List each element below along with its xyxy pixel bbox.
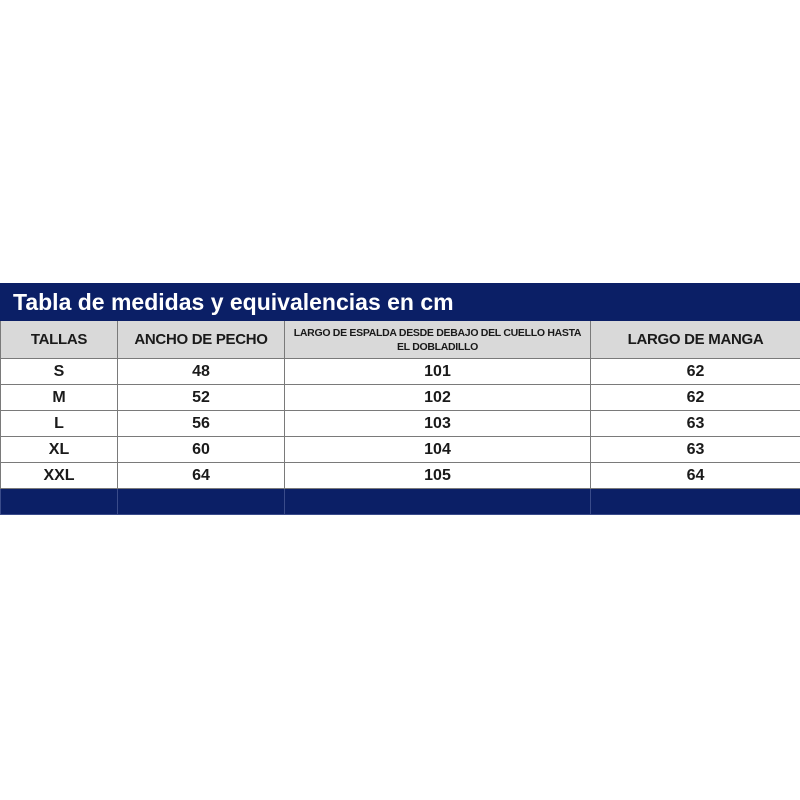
cell-largo-de-espalda: 103	[285, 411, 591, 437]
cell-largo-de-manga: 63	[591, 411, 800, 437]
cell-talla: XL	[1, 437, 118, 463]
header-row	[1, 321, 800, 359]
cell-largo-de-manga: 62	[591, 385, 800, 411]
cell-largo-de-manga: 62	[591, 359, 800, 385]
cell-talla: XXL	[1, 463, 118, 489]
cell-largo-de-espalda: 105	[285, 463, 591, 489]
cell-largo-de-espalda: 104	[285, 437, 591, 463]
cell-ancho-de-pecho: 64	[118, 463, 285, 489]
header-ancho-de-pecho: ANCHO DE PECHO	[118, 321, 285, 359]
cell-ancho-de-pecho: 56	[118, 411, 285, 437]
footer-cell	[591, 489, 800, 515]
header-largo-de-espalda: LARGO DE ESPALDA DESDE DEBAJO DEL CUELLO HASTA EL DOBLADILLO	[285, 321, 591, 359]
cell-ancho-de-pecho: 52	[118, 385, 285, 411]
table-row	[1, 463, 800, 489]
cell-largo-de-espalda: 101	[285, 359, 591, 385]
cell-largo-de-manga: 63	[591, 437, 800, 463]
table-row	[1, 411, 800, 437]
title-row	[1, 284, 800, 321]
table-row	[1, 359, 800, 385]
cell-largo-de-espalda: 102	[285, 385, 591, 411]
footer-cell	[1, 489, 118, 515]
cell-talla: M	[1, 385, 118, 411]
cell-ancho-de-pecho: 48	[118, 359, 285, 385]
cell-largo-de-manga: 64	[591, 463, 800, 489]
cell-talla: S	[1, 359, 118, 385]
table-row	[1, 437, 800, 463]
cell-talla: L	[1, 411, 118, 437]
header-tallas: TALLAS	[1, 321, 118, 359]
table-title: Tabla de medidas y equivalencias en cm	[1, 284, 800, 321]
footer-band	[1, 489, 800, 515]
header-largo-de-manga: LARGO DE MANGA	[591, 321, 800, 359]
footer-cell	[118, 489, 285, 515]
footer-cell	[285, 489, 591, 515]
table-row	[1, 385, 800, 411]
cell-ancho-de-pecho: 60	[118, 437, 285, 463]
size-table	[0, 283, 800, 515]
